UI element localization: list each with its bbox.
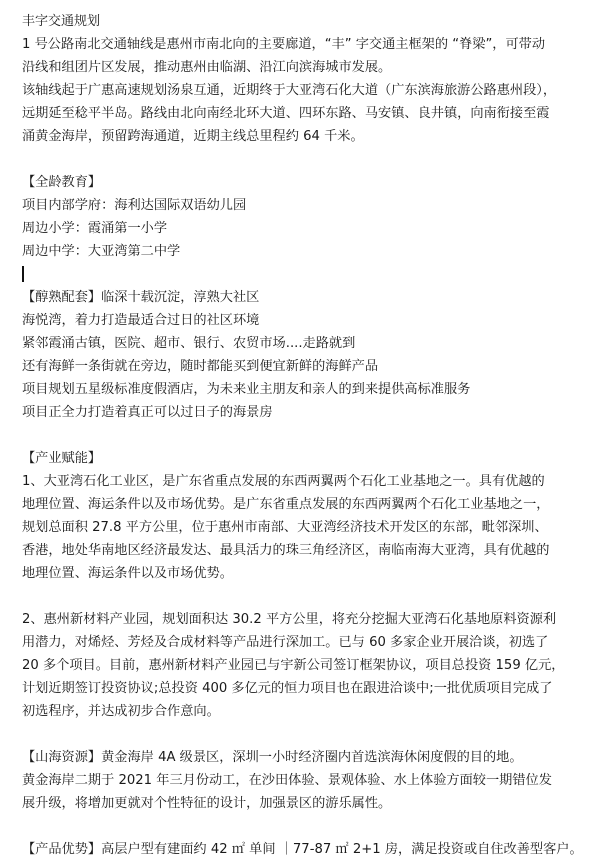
- industry-para2-line: 初选程序，并达成初步合作意向。: [22, 704, 220, 719]
- transport-line: 该轴线起于广惠高速规划汤泉互通，近期终于大亚湾石化大道（广东滨海旅游公路惠州段），: [22, 83, 557, 98]
- text-cursor-line[interactable]: [22, 263, 592, 286]
- community-heading-line: [22, 286, 592, 309]
- transport-line: 远期延至稔平半岛。路线由北向南经北环大道、四环东路、马安镇、良井镇，向南衔接至霞: [22, 106, 550, 121]
- transport-line: 涌黄金海岸，预留跨海通道，近期主线总里程约 64 千米。: [22, 129, 364, 144]
- education-line: 周边小学：霞涌第一小学: [22, 221, 168, 236]
- spacer: [22, 723, 592, 746]
- document-body: [22, 8, 592, 861]
- industry-para1-line: 规划总面积 27.8 平方公里，位于惠州市南部、大亚湾经济技术开发区的东部，毗邻深圳、: [22, 520, 548, 535]
- doc-title: 丰字交通规划: [22, 14, 101, 29]
- product-heading-text: 高层户型有建面约 42 ㎡ 单间 ｜77-87 ㎡ 2+1 房，满足投资或自住改善型客户。: [101, 842, 583, 857]
- education-heading: 【全龄教育】: [22, 175, 102, 190]
- industry-para2-line: 20 多个项目。目前，惠州新材料产业园已与宇新公司签订框架协议，项目总投资 159 亿元，: [22, 658, 565, 673]
- community-line: 项目正全力打造着真正可以过日子的海景房: [22, 405, 273, 420]
- industry-para2-line: 2、惠州新材料产业园，规划面积达 30.2 平方公里，将充分挖掘大亚湾石化基地原料资源利: [22, 612, 557, 627]
- community-line: 紧邻霞涌古镇，医院、超市、银行、农贸市场....走路就到: [22, 336, 356, 351]
- resource-heading-line: [22, 746, 592, 769]
- spacer: [22, 424, 592, 447]
- spacer: [22, 585, 592, 608]
- industry-para2-line: 用潜力，对烯烃、芳烃及合成材料等产品进行深加工。已与 60 多家企业开展洽谈，初选了: [22, 635, 549, 650]
- spacer: [22, 815, 592, 838]
- industry-heading: 【产业赋能】: [22, 451, 102, 466]
- education-line: 项目内部学府：海利达国际双语幼儿园: [22, 198, 247, 213]
- resource-heading-text: 黄金海岸 4A 级景区，深圳一小时经济圈内首选滨海休闲度假的目的地。: [101, 750, 523, 765]
- transport-line: 1 号公路南北交通轴线是惠州市南北向的主要廊道，“丰” 字交通主框架的 “脊梁”，可带动: [22, 37, 546, 52]
- resource-heading: 【山海资源】: [22, 750, 102, 765]
- community-line: 海悦湾，着力打造最适合过日的社区环境: [22, 313, 260, 328]
- resource-line: 展升级，将增加更就对个性特征的设计，加强景区的游乐属性。: [22, 796, 392, 811]
- product-heading-line: [22, 838, 592, 861]
- industry-para1-line: 地理位置、海运条件以及市场优势。: [22, 566, 233, 581]
- text-cursor: [22, 266, 24, 282]
- product-heading: 【产品优势】: [22, 842, 102, 857]
- spacer: [22, 148, 592, 171]
- industry-para1-line: 1、大亚湾石化工业区，是广东省重点发展的东西两翼两个石化工业基地之一。具有优越的: [22, 474, 545, 489]
- transport-line: 沿线和组团片区发展，推动惠州由临湖、沿江向滨海城市发展。: [22, 60, 392, 75]
- community-heading: 【醇熟配套】: [22, 290, 102, 305]
- industry-para2-line: 计划近期签订投资协议;总投资 400 多亿元的恒力项目也在跟进洽谈中;一批优质项目完成了: [22, 681, 553, 696]
- industry-para1-line: 地理位置、海运条件以及市场优势。是广东省重点发展的东西两翼两个石化工业基地之一，: [22, 497, 550, 512]
- industry-para1-line: 香港，地处华南地区经济最发达、最具活力的珠三角经济区，南临南海大亚湾，具有优越的: [22, 543, 550, 558]
- community-line: 项目规划五星级标准度假酒店，为未来业主朋友和亲人的到来提供高标准服务: [22, 382, 471, 397]
- community-heading-text: 临深十载沉淀，淳熟大社区: [101, 290, 260, 305]
- resource-line: 黄金海岸二期于 2021 年三月份动工，在沙田体验、景观体验、水上体验方面较一期错位发: [22, 773, 552, 788]
- community-line: 还有海鲜一条街就在旁边，随时都能买到便宜新鲜的海鲜产品: [22, 359, 379, 374]
- education-line: 周边中学：大亚湾第二中学: [22, 244, 181, 259]
